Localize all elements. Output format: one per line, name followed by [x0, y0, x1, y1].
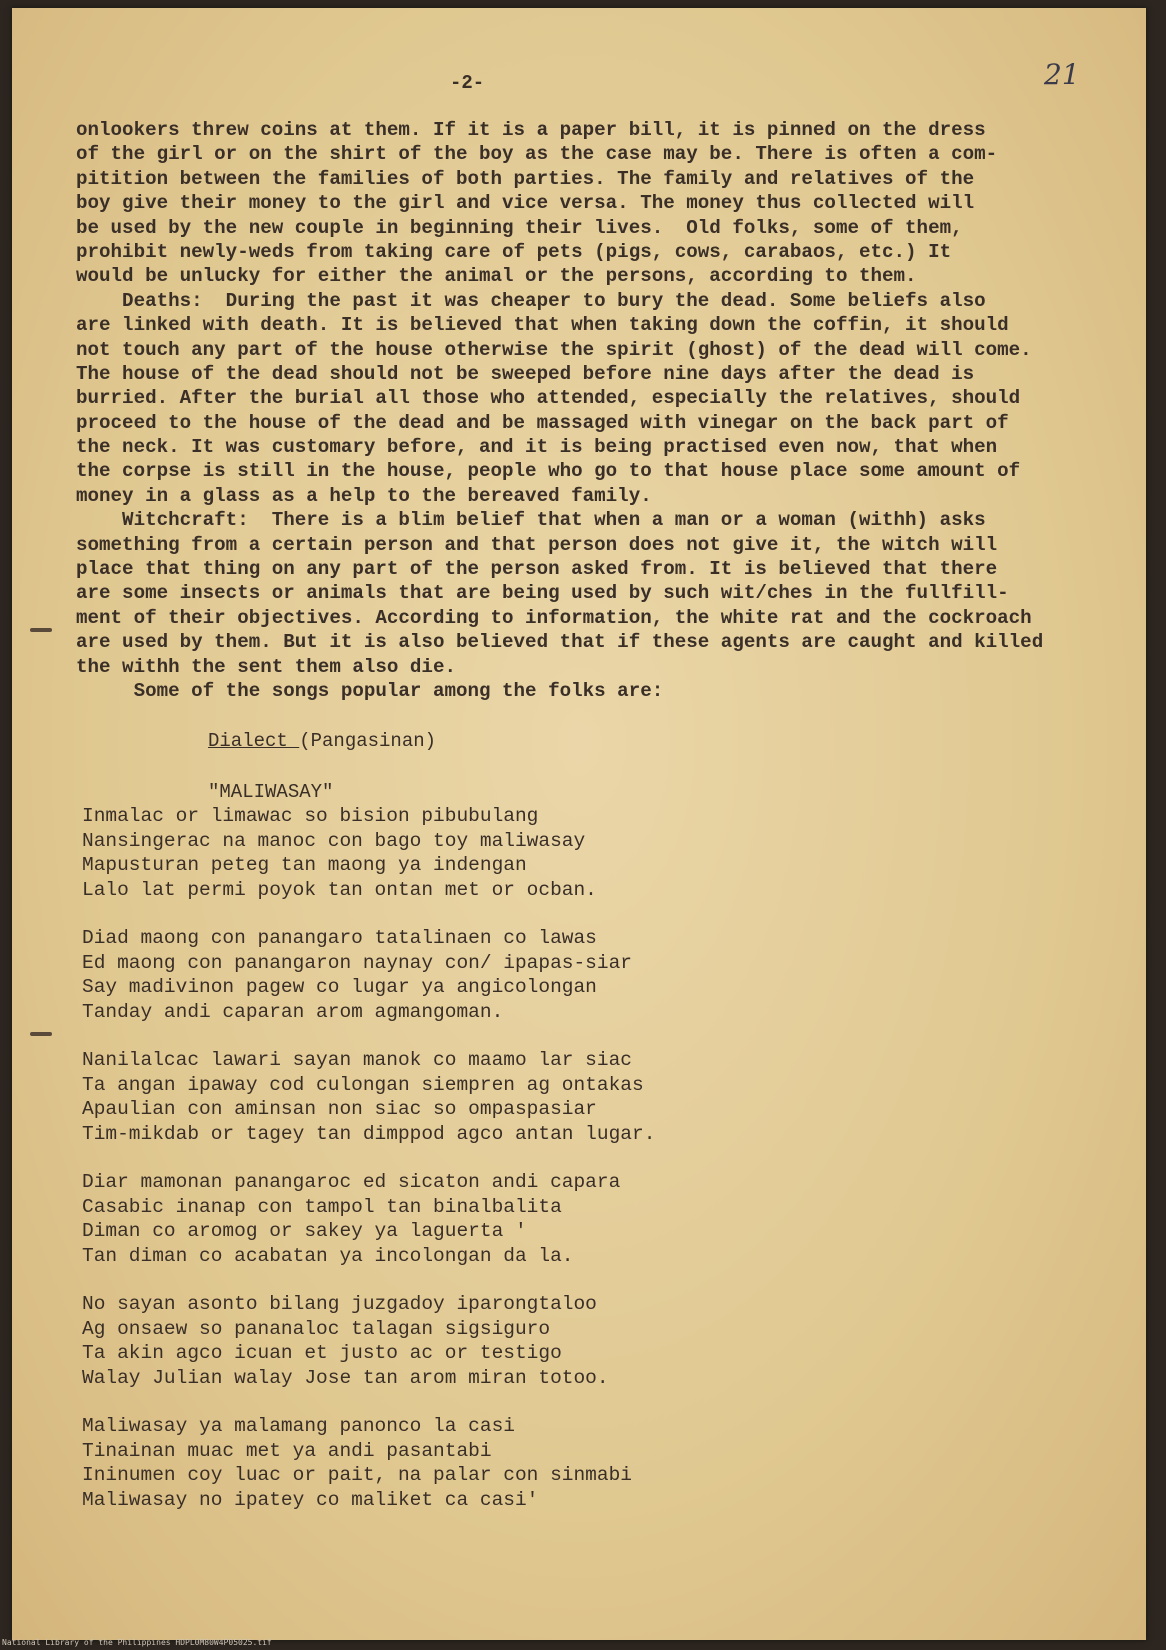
page-number: -2- — [450, 72, 485, 94]
body-line: boy give their money to the girl and vice versa. The money thus collected will — [76, 192, 975, 215]
body-line: the neck. It was customary before, and it is being practised even now, that when — [76, 436, 998, 459]
body-line: Deaths: During the past it was cheaper to bury the dead. Some beliefs also — [76, 289, 986, 312]
verse-line: Walay Julian walay Jose tan arom miran totoo. — [82, 1366, 609, 1389]
body-line: of the girl or on the shirt of the boy as the case may be. There is often a com- — [76, 143, 998, 166]
footer-stamp: National Library of the Philippines HDPL0M80W4P05025.tif — [2, 1638, 272, 1647]
verse-line: Tan diman co acabatan ya incolongan da la. — [82, 1244, 574, 1267]
paper-sheet — [12, 8, 1146, 1640]
verse-line: Ta angan ipaway cod culongan siempren ag ontakas — [82, 1073, 644, 1096]
body-line: are used by them. But it is also believed that if these agents are caught and killed — [76, 631, 1044, 654]
verse-line: Say madivinon pagew co lugar ya angicolongan — [82, 976, 597, 998]
verse-line: Diad maong con panangaro tatalinaen co lawas — [82, 927, 597, 949]
dialect-label: Dialect — [208, 730, 300, 752]
verse-line: Tanday andi caparan arom agmangoman. — [82, 1000, 504, 1023]
body-line: would be unlucky for either the animal or the persons, according to them. — [76, 265, 917, 288]
dialect-language: (Pangasinan) — [299, 730, 437, 752]
verse-line: Nanilalcac lawari sayan manok co maamo lar siac — [82, 1049, 632, 1071]
body-line: proceed to the house of the dead and be massaged with vinegar on the back part of — [76, 411, 1009, 434]
body-line: are some insects or animals that are being used by such wit/ches in the fullfill- — [76, 582, 1009, 605]
verse-line: Ag onsaew so pananaloc talagan sigsiguro — [82, 1317, 551, 1340]
body-line: Witchcraft: There is a blim belief that when a man or a woman (withh) asks — [76, 509, 986, 532]
verse-line: Tinainan muac met ya andi pasantabi — [82, 1439, 492, 1462]
body-line: not touch any part of the house otherwise the spirit (ghost) of the dead will come. — [76, 338, 1032, 361]
verse-line: Mapusturan peteg tan maong ya indengan — [82, 854, 527, 876]
body-line: are linked with death. It is believed that when taking down the coffin, it should — [76, 314, 1009, 337]
binding-mark — [30, 628, 52, 632]
body-line: something from a certain person and that person does not give it, the witch will — [76, 533, 998, 556]
verse-line: Nansingerac na manoc con bago toy maliwasay — [82, 829, 586, 852]
stanza — [82, 1048, 782, 1146]
body-line: be used by the new couple in beginning their lives. Old folks, some of them, — [76, 216, 963, 239]
body-line: money in a glass as a help to the bereaved family. — [76, 484, 652, 507]
verse-line: Ta akin agco icuan et justo ac or testigo — [82, 1342, 562, 1364]
verse-line: No sayan asonto bilang juzgadoy iparongtaloo — [82, 1293, 597, 1315]
verse-line: Ininumen coy luac or pait, na palar con sinmabi — [82, 1464, 632, 1486]
song-verses — [82, 804, 782, 1536]
verse-line: Maliwasay no ipatey co maliket ca casi' — [82, 1488, 539, 1511]
verse-line: Apaulian con aminsan non siac so ompaspasiar — [82, 1098, 597, 1120]
verse-line: Ed maong con panangaron naynay con/ ipapas-siar — [82, 951, 632, 974]
stanza — [82, 1170, 782, 1268]
verse-line: Diar mamonan panangaroc ed sicaton andi capara — [82, 1171, 621, 1193]
body-line: Some of the songs popular among the folks are: — [76, 679, 664, 702]
body-line: place that thing on any part of the person asked from. It is believed that there — [76, 558, 998, 581]
body-text — [76, 118, 1116, 703]
stanza — [82, 1292, 782, 1390]
stanza — [82, 926, 782, 1024]
body-line: The house of the dead should not be sweeped before nine days after the dead is — [76, 362, 975, 385]
body-line: the corpse is still in the house, people who go to that house place some amount of — [76, 460, 1021, 483]
body-line: burried. After the burial all those who attended, especially the relatives, should — [76, 387, 1021, 410]
body-line: the withh the sent them also die. — [76, 655, 456, 678]
archive-number: 21 — [1044, 58, 1080, 91]
binding-mark — [30, 1032, 52, 1036]
verse-line: Inmalac or limawac so bision pibubulang — [82, 805, 539, 827]
body-line: prohibit newly-weds from taking care of pets (pigs, cows, carabaos, etc.) It — [76, 240, 952, 263]
stanza — [82, 804, 782, 902]
song-heading — [208, 730, 436, 752]
verse-line: Casabic inanap con tampol tan binalbalita — [82, 1195, 562, 1218]
body-line: onlookers threw coins at them. If it is a paper bill, it is pinned on the dress — [76, 119, 986, 141]
body-line: pitition between the families of both parties. The family and relatives of the — [76, 167, 975, 190]
verse-line: Lalo lat permi poyok tan ontan met or ocban. — [82, 878, 597, 901]
body-line: ment of their objectives. According to information, the white rat and the cockroach — [76, 606, 1032, 629]
verse-line: Maliwasay ya malamang panonco la casi — [82, 1415, 515, 1437]
song-title: "MALIWASAY" — [208, 781, 334, 803]
stanza — [82, 1414, 782, 1512]
verse-line: Diman co aromog or sakey ya laguerta ' — [82, 1220, 527, 1242]
verse-line: Tim-mikdab or tagey tan dimppod agco antan lugar. — [82, 1122, 656, 1145]
